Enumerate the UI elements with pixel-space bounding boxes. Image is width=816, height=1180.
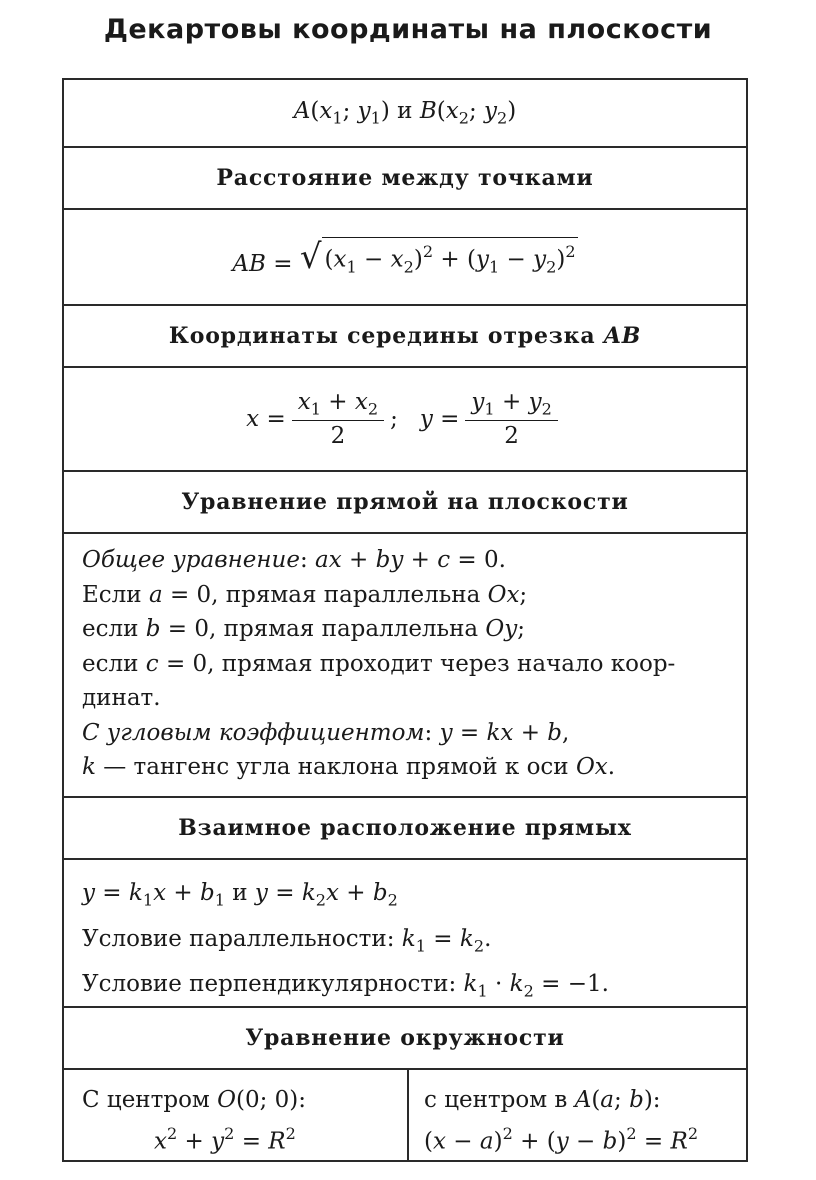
midpoint-formula-row [64, 366, 746, 470]
relative-item: Условие параллельности: $k_1 = k_2$. [82, 925, 492, 956]
line-item: динат. [82, 685, 161, 711]
line-item: С угловым коэффициентом: y = kx + b, [82, 719, 570, 746]
line-body [64, 532, 746, 796]
circle-origin-cell [82, 1070, 402, 1160]
distance-header: Расстояние между точками [64, 146, 746, 208]
page-title: Декартовы координаты на плоскости [103, 14, 713, 45]
line-item: если b = 0, прямая параллельна Oy; [82, 616, 526, 642]
circle-header: Уравнение окружности [64, 1006, 746, 1068]
line-item: k — тангенс угла наклона прямой к оси Ox. [82, 754, 616, 780]
line-item: Если a = 0, прямая параллельна Ox; [82, 581, 528, 608]
circle-point-cell [424, 1070, 746, 1160]
circle-divider [407, 1070, 409, 1160]
midpoint-header: Координаты середины отрезка AB [64, 304, 746, 366]
circle-origin-label: С центром O(0; 0): [82, 1087, 307, 1113]
circle-point-formula: $(x - a)^2 + (y - b)^2 = R^2$ [424, 1124, 699, 1155]
circle-origin-formula: $x^2 + y^2 = R^2$ [154, 1124, 296, 1155]
line-item: Общее уравнение: ax + by + c = 0. [82, 547, 506, 573]
relative-header: Взаимное расположение прямых [64, 796, 746, 858]
circle-body [64, 1068, 746, 1160]
points-row [64, 80, 746, 146]
line-header: Уравнение прямой на плоскости [64, 470, 746, 532]
relative-item: Условие перпендикулярности: $k_1 \cdot k_2 = -1$. [82, 971, 609, 1001]
points-text: $A(x_1$; $y_1$) и $B(x_2$; $y_2$) [293, 98, 517, 128]
distance-formula-row [64, 208, 746, 304]
relative-body [64, 858, 746, 1006]
midpoint-formula: x = $\frac{x_1 + x_2}{2}$ ; y = $\frac{y_1 + y_2}{2}$ [246, 389, 564, 450]
line-item: если c = 0, прямая проходит через начало коор- [82, 650, 676, 677]
distance-formula: AB = √ $(x_1 - x_2)^2 + (y_1 - y_2)^2$ [232, 237, 576, 277]
square-root-icon: √ $(x_1 - x_2)^2 + (y_1 - y_2)^2$ [299, 237, 576, 277]
circle-point-label: с центром в A(a; b): [424, 1087, 661, 1113]
formula-table [62, 78, 748, 1162]
relative-item: $y = k_1x + b_1$ и $y = k_2x + b_2$ [82, 880, 398, 910]
